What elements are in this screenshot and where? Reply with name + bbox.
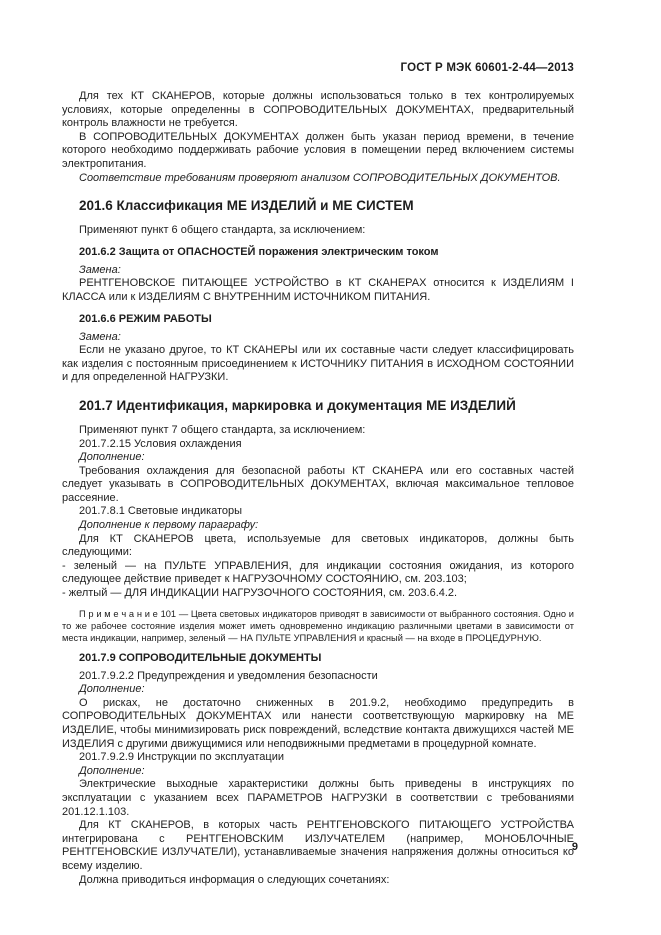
- amendment-label: Замена:: [79, 330, 121, 343]
- note-paragraph: П р и м е ч а н и е 101 — Цвета световых индикаторов приводят в зависимости от выбранного состояния. Одно и то же рабочее состояние изделия может иметь одновременно индикацию различными цветами в зависимости от места индикации, например, зеленый — НА ПУЛЬТЕ УПРАВЛЕНИЯ и красный — на входе в ПРОЦЕДУРНУЮ.: [62, 608, 574, 643]
- paragraph: Для тех КТ СКАНЕРОВ, которые должны использоваться только в тех контролируемых условиях, которые определенны в СОПРОВОДИТЕЛЬНЫХ ДОКУМЕНТАХ, предварительный контроль влажности не требуется.: [62, 90, 574, 130]
- amendment-label: Дополнение:: [79, 764, 145, 777]
- paragraph: О рисках, не достаточно сниженных в 201.9.2, необходимо предупредить в СОПРОВОДИТЕЛЬНЫХ ДОКУМЕНТАХ или нанести соответствующую маркировку на МЕ ИЗДЕЛИЕ, чтобы минимизировать риск повреждений, вследствие контакта движущихся частей МЕ ИЗДЕЛИЯ с другими движущимися или неподвижными предметами в процедурной комнате.: [62, 696, 574, 750]
- paragraph: Применяют пункт 7 общего стандарта, за исключением:: [79, 423, 366, 436]
- indicator-color-list-item: - желтый — ДЛЯ ИНДИКАЦИИ НАГРУЗОЧНОГО СОСТОЯНИЯ, см. 203.6.4.2.: [62, 587, 458, 600]
- amendment-label: Дополнение:: [79, 683, 145, 696]
- paragraph: Применяют пункт 6 общего стандарта, за исключением:: [79, 224, 366, 237]
- amendment-label: Дополнение к первому параграфу:: [79, 519, 259, 532]
- amendment-label: Соответствие требованиям проверяют анализом СОПРОВОДИТЕЛЬНЫХ ДОКУМЕНТОВ.: [79, 171, 561, 184]
- paragraph: 201.7.8.1 Световые индикаторы: [79, 505, 243, 518]
- running-header-standard-designation: ГОСТ Р МЭК 60601-2-44—2013: [400, 62, 574, 74]
- paragraph: 201.7.9.2.9 Инструкции по эксплуатации: [79, 751, 285, 764]
- paragraph: Электрические выходные характеристики должны быть приведены в инструкциях по эксплуатации с указанием всех ПАРАМЕТРОВ НАГРУЗКИ в соответствии с требованиями 201.12.1.103.: [62, 778, 574, 818]
- paragraph: В СОПРОВОДИТЕЛЬНЫХ ДОКУМЕНТАХ должен быть указан период времени, в течение которого необходимо поддерживать рабочие условия в помещении перед включением системы электропитания.: [62, 130, 574, 170]
- subsection-heading: 201.6.2 Защита от ОПАСНОСТЕЙ поражения электрическим током: [79, 245, 439, 258]
- paragraph: Если не указано другое, то КТ СКАНЕРЫ или их составные части следует классифицировать как изделия с постоянным присоединением к ИСТОЧНИКУ ПИТАНИЯ в ИСХОДНОМ СОСТОЯНИИ и для определенной НАГРУЗКИ.: [62, 344, 574, 384]
- section-heading: 201.7 Идентификация, маркировка и документация МЕ ИЗДЕЛИЙ: [79, 397, 516, 413]
- subsection-heading: 201.6.6 РЕЖИМ РАБОТЫ: [79, 312, 212, 325]
- section-heading: 201.6 Классификация МЕ ИЗДЕЛИЙ и МЕ СИСТЕМ: [79, 198, 414, 214]
- paragraph: Для КТ СКАНЕРОВ, в которых часть РЕНТГЕНОВСКОГО ПИТАЮЩЕГО УСТРОЙСТВА интегрирована с РЕНТГЕНОВСКИМ ИЗЛУЧАТЕЛЕМ (например, МОНОБЛОЧНЫЕ РЕНТГЕНОВСКИЕ ИЗЛУЧАТЕЛИ), устанавливаемые значения напряжения должны относиться ко всему изделию.: [62, 819, 574, 872]
- amendment-label: Замена:: [79, 263, 121, 276]
- paragraph: 201.7.9.2.2 Предупреждения и уведомления безопасности: [79, 669, 378, 682]
- paragraph: Должна приводиться информация о следующих сочетаниях:: [79, 873, 390, 886]
- amendment-label: Дополнение:: [79, 451, 145, 464]
- document-content: [62, 90, 574, 887]
- page-number: 9: [571, 841, 578, 853]
- paragraph: Требования охлаждения для безопасной работы КТ СКАНЕРА или его составных частей следует указывать в СОПРОВОДИТЕЛЬНЫХ ДОКУМЕНТАХ, включая максимальное тепловое рассеяние.: [62, 464, 574, 504]
- indicator-color-list-item: - зеленый — на ПУЛЬТЕ УПРАВЛЕНИЯ, для индикации состояния ожидания, из которого следующее действие приведет к НАГРУЗОЧНОМУ СОСТОЯНИЮ, см. 203.103;: [62, 559, 574, 586]
- paragraph: РЕНТГЕНОВСКОЕ ПИТАЮЩЕЕ УСТРОЙСТВО в КТ СКАНЕРАХ относится к ИЗДЕЛИЯМ I КЛАССА или к ИЗДЕЛИЯМ С ВНУТРЕННИМ ИСТОЧНИКОМ ПИТАНИЯ.: [62, 277, 574, 303]
- subsection-heading: 201.7.9 СОПРОВОДИТЕЛЬНЫЕ ДОКУМЕНТЫ: [79, 651, 322, 664]
- paragraph: 201.7.2.15 Условия охлаждения: [79, 437, 242, 450]
- paragraph: Для КТ СКАНЕРОВ цвета, используемые для световых индикаторов, должны быть следующими:: [62, 532, 574, 559]
